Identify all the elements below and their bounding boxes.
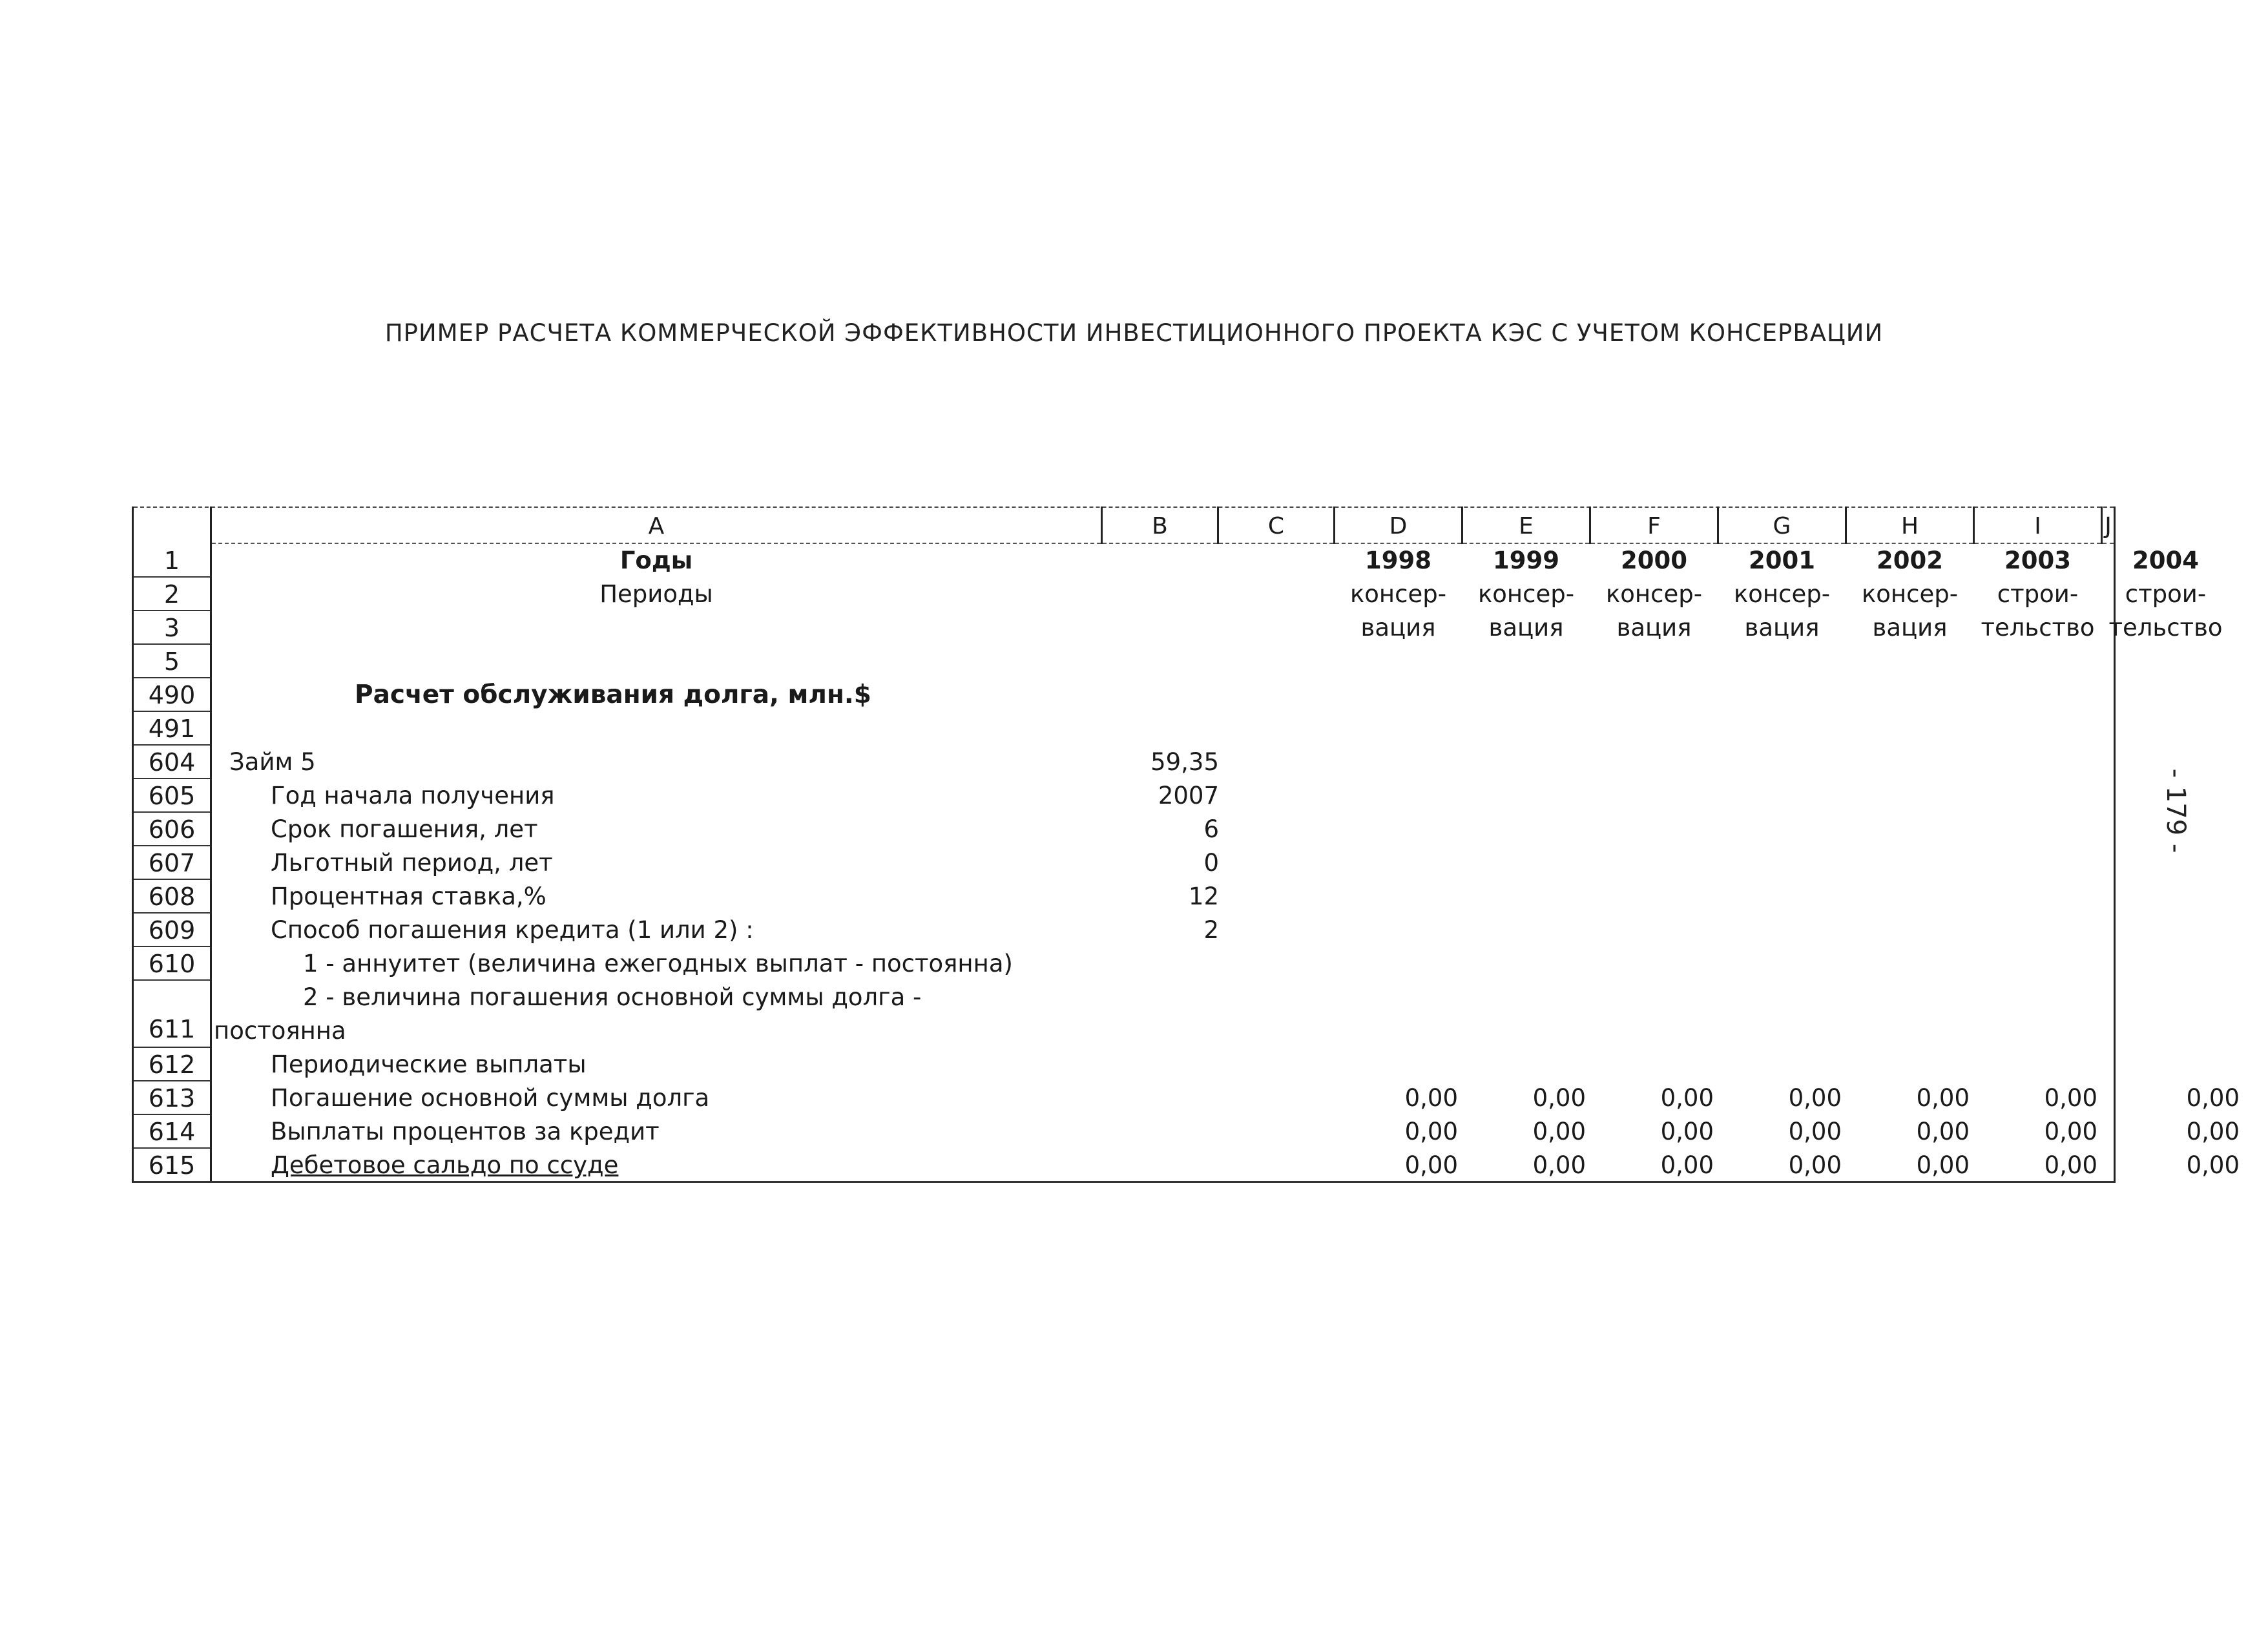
sheet-row xyxy=(134,712,2114,746)
period-cell: тельство xyxy=(1981,614,2095,642)
value-cell: 0,00 xyxy=(1532,1151,1586,1179)
year-cell: 1999 xyxy=(1493,547,1559,574)
row-number: 614 xyxy=(134,1115,210,1149)
sheet-row xyxy=(134,779,2114,813)
period-cell: вация xyxy=(1488,614,1564,642)
column-header-c: C xyxy=(1219,510,1333,544)
rate-label: Процентная ставка,% xyxy=(271,882,546,910)
period-cell: вация xyxy=(1360,614,1436,642)
periodic-payments-label: Периодические выплаты xyxy=(271,1050,587,1078)
period-cell: тельство xyxy=(2108,614,2223,642)
document-title: ПРИМЕР РАСЧЕТА КОММЕРЧЕСКОЙ ЭФФЕКТИВНОСТИ ИНВЕСТИЦИОННОГО ПРОЕКТА КЭС С УЧЕТОМ КОНСЕРВАЦИИ xyxy=(384,319,1884,347)
row-number: 1 xyxy=(134,544,210,578)
value-cell: 0,00 xyxy=(2044,1084,2097,1112)
value-cell: 0,00 xyxy=(2186,1151,2240,1179)
section-title: Расчет обслуживания долга, млн.$ xyxy=(355,680,871,709)
column-header-d: D xyxy=(1335,510,1461,544)
sheet-row xyxy=(134,611,2223,645)
row-number: 3 xyxy=(134,611,210,645)
term-value: 6 xyxy=(1203,815,1219,843)
value-cell: 0,00 xyxy=(1916,1151,1970,1179)
column-header-e: E xyxy=(1463,510,1589,544)
method-option-2: 2 - величина погашения основной суммы долга - xyxy=(303,983,922,1011)
start-year-value: 2007 xyxy=(1158,782,1219,809)
row-number: 491 xyxy=(134,712,210,746)
year-cell: 1998 xyxy=(1365,547,1431,574)
sheet-row xyxy=(134,1081,2240,1115)
period-cell: консер- xyxy=(1349,580,1447,608)
row-number: 613 xyxy=(134,1081,210,1115)
column-header-i: I xyxy=(1975,510,2101,544)
period-cell: строи- xyxy=(1997,580,2079,608)
year-cell: 2000 xyxy=(1621,547,1687,574)
column-header-h: H xyxy=(1847,510,1973,544)
row-number: 605 xyxy=(134,779,210,813)
page-number: - 179 - xyxy=(2161,768,2190,853)
sheet-row xyxy=(134,645,2114,678)
data-row-label: Погашение основной суммы долга xyxy=(271,1084,710,1112)
row-number: 612 xyxy=(134,1048,210,1081)
data-row-label: Дебетовое сальдо по ссуде xyxy=(271,1151,619,1179)
value-cell: 0,00 xyxy=(2044,1118,2097,1145)
sheet-row xyxy=(134,1149,2240,1182)
period-cell: вация xyxy=(1616,614,1692,642)
value-cell: 0,00 xyxy=(1788,1118,1842,1145)
sheet-row xyxy=(134,746,2114,779)
row-number: 607 xyxy=(134,846,210,880)
method-label: Способ погашения кредита (1 или 2) : xyxy=(271,916,754,944)
row-number: 615 xyxy=(148,1151,196,1180)
grace-value: 0 xyxy=(1203,849,1219,877)
sheet-row xyxy=(134,1115,2240,1149)
column-header-f: F xyxy=(1591,510,1717,544)
method-option-1: 1 - аннуитет (величина ежегодных выплат - постоянна) xyxy=(303,950,1013,977)
value-cell: 0,00 xyxy=(1916,1084,1970,1112)
value-cell: 0,00 xyxy=(1532,1084,1586,1112)
column-header-j: J xyxy=(2103,510,2114,544)
period-cell: строи- xyxy=(2125,580,2207,608)
value-cell: 0,00 xyxy=(1404,1151,1458,1179)
sheet-row xyxy=(134,1048,2114,1081)
period-cell: вация xyxy=(1744,614,1820,642)
sheet-row xyxy=(134,914,2114,947)
row-number: 609 xyxy=(134,914,210,947)
period-cell: консер- xyxy=(1861,580,1959,608)
value-cell: 0,00 xyxy=(1788,1151,1842,1179)
year-cell: 2001 xyxy=(1749,547,1815,574)
value-cell: 0,00 xyxy=(2186,1084,2240,1112)
term-label: Срок погашения, лет xyxy=(271,815,538,843)
period-cell: консер- xyxy=(1605,580,1703,608)
value-cell: 0,00 xyxy=(2186,1118,2240,1145)
value-cell: 0,00 xyxy=(1404,1084,1458,1112)
row-number: 490 xyxy=(134,678,210,712)
year-cell: 2003 xyxy=(2004,547,2071,574)
top-border xyxy=(134,506,2114,508)
period-cell: вация xyxy=(1872,614,1948,642)
sheet-row xyxy=(134,544,2199,578)
row-number: 606 xyxy=(134,813,210,846)
value-cell: 0,00 xyxy=(1788,1084,1842,1112)
sheet-row xyxy=(134,678,2114,712)
value-cell: 0,00 xyxy=(2044,1151,2097,1179)
method-value: 2 xyxy=(1203,916,1219,944)
sheet-row xyxy=(134,813,2114,846)
row-number: 5 xyxy=(134,645,210,678)
year-cell: 2004 xyxy=(2132,547,2199,574)
period-cell: консер- xyxy=(1477,580,1575,608)
rate-value: 12 xyxy=(1188,882,1219,910)
column-header-b: B xyxy=(1103,510,1217,544)
value-cell: 0,00 xyxy=(1660,1151,1714,1179)
start-year-label: Год начала получения xyxy=(271,782,555,809)
row-number: 611 xyxy=(134,981,210,1048)
years-label: Годы xyxy=(619,547,693,574)
periods-label: Периоды xyxy=(599,580,713,608)
value-cell: 0,00 xyxy=(1660,1084,1714,1112)
year-cell: 2002 xyxy=(1877,547,1943,574)
value-cell: 0,00 xyxy=(1916,1118,1970,1145)
method-option-2-continuation: постоянна xyxy=(214,1017,346,1045)
value-cell: 0,00 xyxy=(1532,1118,1586,1145)
row-number: 604 xyxy=(134,746,210,779)
value-cell: 0,00 xyxy=(1660,1118,1714,1145)
row-number: 610 xyxy=(134,947,210,981)
value-cell: 0,00 xyxy=(1404,1118,1458,1145)
column-header-g: G xyxy=(1719,510,1845,544)
period-cell: консер- xyxy=(1733,580,1831,608)
row-number: 2 xyxy=(134,578,210,611)
sheet-row xyxy=(134,981,2114,1048)
sheet-row xyxy=(134,846,2114,880)
sheet-row xyxy=(134,880,2114,914)
sheet-row xyxy=(134,578,2207,611)
grace-label: Льготный период, лет xyxy=(271,849,553,877)
loan-amount: 59,35 xyxy=(1150,748,1219,776)
row-number: 608 xyxy=(134,880,210,914)
loan-name: Займ 5 xyxy=(229,748,316,776)
data-row-label: Выплаты процентов за кредит xyxy=(271,1118,660,1145)
sheet-row xyxy=(134,947,2114,981)
column-header-a: A xyxy=(212,510,1101,544)
